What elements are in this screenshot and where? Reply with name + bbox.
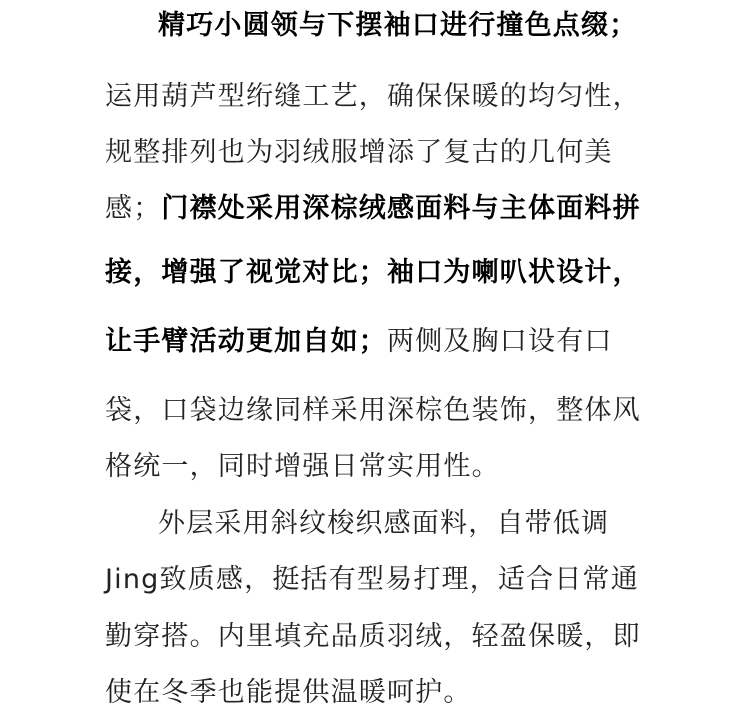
regular-text: Jing致质感，挺括有型易打理，适合日常通 [105, 564, 639, 595]
regular-text: 运用葫芦型绗缝工艺，确保保暖的均匀性， [105, 81, 641, 112]
text-line-2 [105, 80, 641, 114]
text-line-5 [105, 256, 641, 290]
text-line-6 [105, 325, 613, 359]
regular-text: 勤穿搭。内里填充品质羽绒，轻盈保暖，即 [105, 621, 641, 652]
text-line-11 [105, 620, 641, 654]
bold-text: 精巧小圆领与下摆袖口进行撞色点缀； [158, 10, 638, 41]
regular-text: 两侧及胸口设有口 [387, 326, 613, 357]
regular-text: 格统一，同时增强日常实用性。 [105, 451, 500, 482]
text-line-12 [105, 676, 472, 710]
regular-text: 规整排列也为羽绒服增添了复古的几何美 [105, 137, 613, 168]
bold-text: 门襟处采用深棕绒感面料与主体面料拼 [161, 193, 641, 224]
text-line-10 [105, 563, 639, 597]
text-line-8 [105, 450, 500, 484]
regular-text: 感； [105, 193, 162, 224]
regular-text: 使在冬季也能提供温暖呵护。 [105, 677, 472, 708]
text-line-1 [158, 9, 637, 43]
text-line-4 [105, 192, 641, 226]
text-line-3 [105, 136, 613, 170]
regular-text: 外层采用斜纹梭织感面料，自带低调 [158, 508, 610, 539]
bold-text: 接，增强了视觉对比；袖口为喇叭状设计， [105, 257, 641, 288]
text-line-9 [158, 507, 609, 541]
text-line-7 [105, 394, 641, 428]
bold-text: 让手臂活动更加自如； [105, 326, 387, 357]
regular-text: 袋，口袋边缘同样采用深棕色装饰，整体风 [105, 395, 641, 426]
